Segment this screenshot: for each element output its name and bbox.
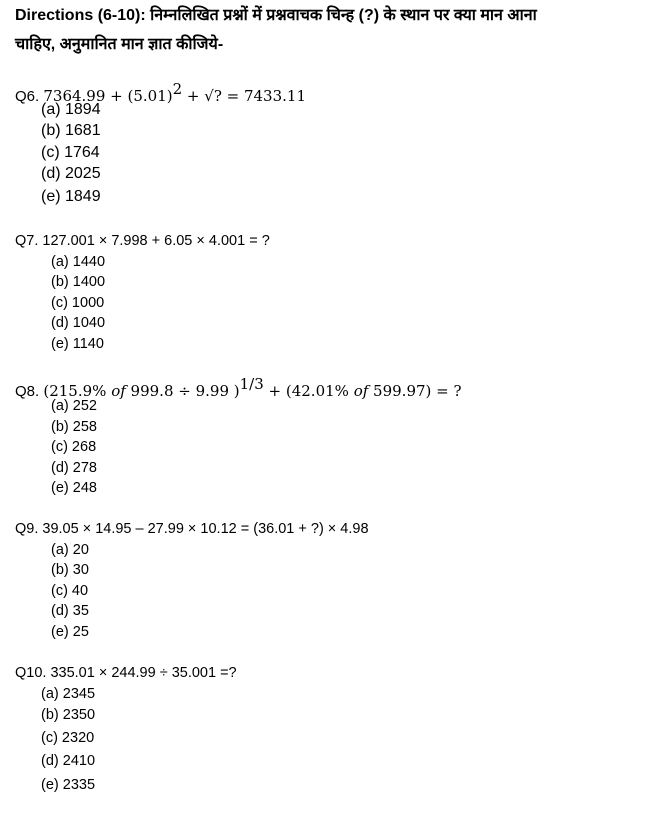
- question-9-option-e: (e) 25: [51, 624, 89, 640]
- question-9-option-a: (a) 20: [51, 542, 89, 558]
- question-10-text: Q10. 335.01 × 244.99 ÷ 35.001 =?: [15, 665, 237, 681]
- question-7-option-d: (d) 1040: [51, 315, 106, 331]
- question-8-option-e: (e) 248: [51, 480, 97, 496]
- question-6-option-b: (b) 1681: [41, 122, 101, 139]
- question-7-option-e: (e) 1140: [51, 336, 104, 352]
- question-8-option-d: (d) 278: [51, 460, 97, 476]
- question-8-of-1: of: [111, 382, 126, 400]
- question-6-option-e: (e) 1849: [41, 188, 101, 205]
- question-9-text: Q9. 39.05 × 14.95 – 27.99 × 10.12 = (36.01 + ?) × 4.98: [15, 521, 369, 537]
- question-6-expr-a: 7364.99 + (5.01): [43, 87, 173, 105]
- question-8-expr-c: + (42.01%: [263, 382, 354, 400]
- question-8-option-c: (c) 268: [51, 439, 97, 455]
- question-6-exponent: 2: [172, 80, 183, 98]
- question-8-option-a: (a) 252: [51, 398, 97, 414]
- question-8-option-b: (b) 258: [51, 419, 97, 435]
- question-6-label: Q6.: [15, 88, 40, 105]
- question-6-expr-b: + √? = 7433.11: [182, 87, 306, 105]
- question-10-option-a: (a) 2345: [41, 686, 96, 702]
- directions-line-2: चाहिए, अनुमानित मान ज्ञात कीजिये-: [15, 36, 224, 53]
- question-10-option-c: (c) 2320: [41, 730, 95, 746]
- question-7-option-a: (a) 1440: [51, 254, 106, 270]
- question-7-option-b: (b) 1400: [51, 274, 106, 290]
- question-6-option-a: (a) 1894: [41, 101, 101, 118]
- question-8-expr-d: 599.97) = ?: [368, 382, 462, 400]
- question-8-label: Q8.: [15, 383, 40, 400]
- question-10-option-d: (d) 2410: [41, 753, 96, 769]
- question-8-of-2: of: [353, 382, 369, 400]
- question-6-option-d: (d) 2025: [41, 165, 101, 182]
- question-7-text: Q7. 127.001 × 7.998 + 6.05 × 4.001 = ?: [15, 233, 270, 249]
- question-8-expr-a: (215.9%: [43, 382, 112, 400]
- question-8-expr-b: 999.8 ÷ 9.99 ): [125, 382, 240, 400]
- question-9-option-d: (d) 35: [51, 603, 89, 619]
- question-8-exponent: 1/3: [239, 375, 264, 393]
- question-7-option-c: (c) 1000: [51, 295, 105, 311]
- question-6-option-c: (c) 1764: [41, 144, 100, 161]
- directions-line-1: Directions (6-10): निम्नलिखित प्रश्नों में प्रश्नवाचक चिन्ह (?) के स्थान पर क्या मान आना: [15, 7, 537, 24]
- question-10-option-e: (e) 2335: [41, 777, 96, 793]
- question-9-option-b: (b) 30: [51, 562, 89, 578]
- question-10-option-b: (b) 2350: [41, 707, 96, 723]
- question-8-text: [15, 376, 462, 400]
- question-9-option-c: (c) 40: [51, 583, 89, 599]
